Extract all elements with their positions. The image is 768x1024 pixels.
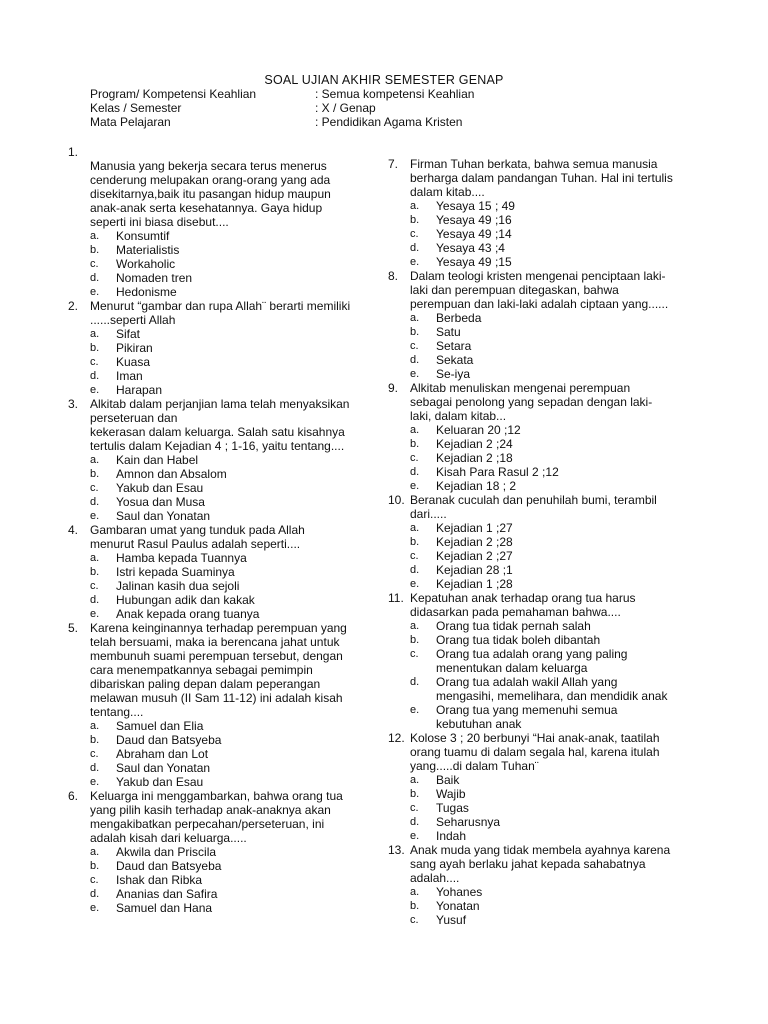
answer-option: [90, 229, 374, 243]
question-text: Kepatuhan anak terhadap orang tua harus didasarkan pada pemahaman bahwa....: [410, 591, 636, 619]
answer-option: [90, 467, 374, 481]
option-text: Saul dan Yonatan: [116, 509, 211, 523]
option-letter: d.: [90, 594, 100, 606]
answer-option: [90, 243, 374, 257]
option-letter: b.: [90, 468, 100, 480]
question-number: 5.: [68, 621, 79, 635]
option-letter: a.: [410, 522, 420, 534]
question-9: [384, 381, 684, 493]
option-letter: a.: [410, 424, 420, 436]
answer-option: [410, 885, 684, 899]
answer-option: [410, 899, 684, 913]
answer-option: [410, 367, 684, 381]
option-letter: c.: [410, 228, 419, 240]
option-letter: e.: [410, 256, 420, 268]
question-number: 8.: [388, 269, 399, 283]
answer-option: [90, 859, 374, 873]
option-text: Yohanes: [436, 885, 483, 899]
answer-option: [90, 845, 374, 859]
answer-option: [90, 271, 374, 285]
question-text: Firman Tuhan berkata, bahwa semua manusia berharga dalam pandangan Tuhan. Hal ini tertulis dalam kitab....: [410, 157, 673, 199]
option-text: Hedonisme: [116, 285, 177, 299]
question-3: [64, 397, 374, 523]
option-text: Daud dan Batsyeba: [116, 859, 222, 873]
option-text: Yusuf: [436, 913, 467, 927]
option-letter: a.: [410, 200, 420, 212]
answer-option: [410, 437, 684, 451]
option-text: Yesaya 15 ; 49: [436, 199, 515, 213]
option-letter: b.: [90, 342, 100, 354]
option-letter: e.: [90, 384, 100, 396]
option-text: Orang tua tidak pernah salah: [436, 619, 591, 633]
option-list: [64, 229, 374, 299]
question-text: Alkitab dalam perjanjian lama telah menyaksikan perseteruan dan kekerasan dalam keluarga. Salah satu kisahnya tertulis dalam Kejadian 4 ; 1-16, yaitu tentang....: [90, 397, 350, 453]
option-text: Iman: [116, 369, 143, 383]
question-text: Dalam teologi kristen mengenai penciptaan laki- laki dan perempuan ditegaskan, bahwa perempuan dan laki-laki adalah ciptaan yang......: [410, 269, 669, 311]
question-11: [384, 591, 684, 731]
option-letter: b.: [90, 860, 100, 872]
option-text: Yakub dan Esau: [116, 775, 204, 789]
question-text: Beranak cuculah dan penuhilah bumi, terambil dari.....: [410, 493, 657, 521]
option-text: Seharusnya: [436, 815, 501, 829]
question-text: Alkitab menuliskan mengenai perempuan sebagai penolong yang sepadan dengan laki- laki, dalam kitab...: [410, 381, 653, 423]
option-text: Workaholic: [116, 257, 176, 271]
question-13: [384, 843, 684, 927]
option-letter: c.: [90, 356, 99, 368]
question-number: 13.: [388, 843, 405, 857]
answer-option: [410, 325, 684, 339]
answer-option: [90, 341, 374, 355]
option-text: Kejadian 2 ;28: [436, 535, 513, 549]
answer-option: [90, 383, 374, 397]
answer-option: [410, 619, 684, 633]
answer-option: [410, 241, 684, 255]
option-text: Berbeda: [436, 311, 482, 325]
question-text: Menurut “gambar dan rupa Allah¨ berarti memiliki ......seperti Allah: [90, 299, 351, 327]
question-number: 9.: [388, 381, 399, 395]
option-letter: a.: [90, 230, 100, 242]
option-text: Sifat: [116, 327, 141, 341]
answer-option: [410, 423, 684, 437]
option-list: [384, 199, 684, 269]
answer-option: [90, 733, 374, 747]
option-letter: b.: [410, 536, 420, 548]
meta-value: : X / Genap: [315, 101, 376, 115]
question-column-right: [384, 157, 684, 927]
option-letter: c.: [90, 482, 99, 494]
answer-option: [90, 495, 374, 509]
option-letter: a.: [410, 620, 420, 632]
option-text: Istri kepada Suaminya: [116, 565, 235, 579]
answer-option: [410, 213, 684, 227]
option-text: Samuel dan Hana: [116, 901, 213, 915]
option-letter: a.: [90, 846, 100, 858]
option-text: Orang tua yang memenuhi semua kebutuhan anak: [436, 703, 618, 731]
option-letter: a.: [90, 328, 100, 340]
answer-option: [410, 563, 684, 577]
answer-option: [90, 551, 374, 565]
option-text: Orang tua adalah wakil Allah yang mengasihi, memelihara, dan mendidik anak: [436, 675, 668, 703]
option-letter: c.: [410, 914, 419, 926]
option-letter: c.: [90, 874, 99, 886]
option-text: Hubungan adik dan kakak: [116, 593, 255, 607]
question-5: [64, 621, 374, 789]
option-text: Pikiran: [116, 341, 153, 355]
answer-option: [90, 453, 374, 467]
option-text: Anak kepada orang tuanya: [116, 607, 260, 621]
answer-option: [90, 775, 374, 789]
option-letter: c.: [90, 580, 99, 592]
question-number: 10.: [388, 493, 405, 507]
option-letter: b.: [410, 788, 420, 800]
option-text: Indah: [436, 829, 467, 843]
option-text: Nomaden tren: [116, 271, 193, 285]
option-letter: a.: [410, 886, 420, 898]
answer-option: [410, 773, 684, 787]
answer-option: [90, 257, 374, 271]
answer-option: [410, 647, 684, 675]
option-text: Konsumtif: [116, 229, 170, 243]
option-list: [384, 773, 684, 843]
answer-option: [410, 535, 684, 549]
answer-option: [410, 311, 684, 325]
option-text: Tugas: [436, 801, 469, 815]
answer-option: [410, 227, 684, 241]
option-text: Orang tua adalah orang yang paling menentukan dalam keluarga: [436, 647, 628, 675]
option-list: [384, 619, 684, 731]
option-letter: e.: [90, 776, 100, 788]
meta-row-subject: [90, 115, 590, 129]
option-text: Yesaya 49 ;14: [436, 227, 512, 241]
option-text: Kejadian 28 ;1: [436, 563, 513, 577]
question-6: [64, 789, 374, 915]
answer-option: [410, 521, 684, 535]
option-letter: b.: [410, 900, 420, 912]
option-text: Amnon dan Absalom: [116, 467, 227, 481]
option-letter: e.: [410, 578, 420, 590]
option-letter: d.: [410, 676, 420, 688]
question-1: [64, 145, 374, 299]
option-letter: d.: [90, 762, 100, 774]
option-text: Sekata: [436, 353, 474, 367]
question-number: 3.: [68, 397, 79, 411]
answer-option: [410, 633, 684, 647]
option-text: Yakub dan Esau: [116, 481, 204, 495]
option-letter: e.: [90, 286, 100, 298]
answer-option: [410, 339, 684, 353]
answer-option: [90, 887, 374, 901]
option-letter: d.: [90, 496, 100, 508]
question-10: [384, 493, 684, 591]
answer-option: [410, 829, 684, 843]
option-text: Ishak dan Ribka: [116, 873, 203, 887]
option-letter: c.: [410, 648, 419, 660]
option-letter: e.: [410, 480, 420, 492]
option-text: Baik: [436, 773, 460, 787]
option-text: Kisah Para Rasul 2 ;12: [436, 465, 559, 479]
option-text: Ananias dan Safira: [116, 887, 218, 901]
option-list: [384, 885, 684, 927]
option-letter: c.: [410, 452, 419, 464]
option-letter: d.: [90, 370, 100, 382]
answer-option: [410, 451, 684, 465]
option-text: Kejadian 2 ;18: [436, 451, 513, 465]
answer-option: [90, 481, 374, 495]
option-letter: e.: [90, 510, 100, 522]
question-text: Kolose 3 ; 20 berbunyi “Hai anak-anak, taatilah orang tuamu di dalam segala hal, karena itulah yang.....di dalam Tuhan¨: [410, 731, 660, 773]
option-text: Abraham dan Lot: [116, 747, 209, 761]
option-letter: d.: [90, 888, 100, 900]
option-list: [384, 521, 684, 591]
option-letter: c.: [90, 258, 99, 270]
answer-option: [90, 593, 374, 607]
answer-option: [90, 285, 374, 299]
answer-option: [90, 719, 374, 733]
option-text: Kejadian 2 ;24: [436, 437, 513, 451]
question-text: Anak muda yang tidak membela ayahnya karena sang ayah berlaku jahat kepada sahabatnya adalah....: [410, 843, 671, 885]
option-letter: d.: [410, 466, 420, 478]
option-text: Satu: [436, 325, 461, 339]
option-list: [384, 311, 684, 381]
answer-option: [410, 465, 684, 479]
answer-option: [410, 703, 684, 731]
answer-option: [410, 255, 684, 269]
answer-option: [90, 607, 374, 621]
option-letter: a.: [410, 774, 420, 786]
option-letter: d.: [410, 354, 420, 366]
question-number: 12.: [388, 731, 405, 745]
question-text: Karena keinginannya terhadap perempuan yang telah bersuami, maka ia berencana jahat untuk membunuh suami perempuan tersebut, dengan cara menempatkannya sebagai pemimpin dibariskan paling depan dalam peperangan melawan musuh (II Sam 11-12) ini adalah kisah tentang....: [90, 621, 347, 719]
option-text: Keluaran 20 ;12: [436, 423, 521, 437]
option-text: Akwila dan Priscila: [116, 845, 217, 859]
answer-option: [410, 913, 684, 927]
option-letter: a.: [90, 552, 100, 564]
option-list: [64, 845, 374, 915]
option-letter: b.: [410, 438, 420, 450]
option-letter: d.: [90, 272, 100, 284]
option-text: Yesaya 43 ;4: [436, 241, 505, 255]
option-text: Materialistis: [116, 243, 180, 257]
meta-row-class: [90, 101, 590, 115]
option-text: Kejadian 18 ; 2: [436, 479, 517, 493]
answer-option: [90, 327, 374, 341]
option-text: Yonatan: [436, 899, 480, 913]
meta-label: Mata Pelajaran: [90, 115, 171, 129]
option-letter: e.: [410, 704, 420, 716]
question-number: 11.: [388, 591, 404, 605]
answer-option: [90, 579, 374, 593]
answer-option: [90, 747, 374, 761]
option-text: Kejadian 1 ;28: [436, 577, 513, 591]
answer-option: [90, 761, 374, 775]
option-text: Hamba kepada Tuannya: [116, 551, 247, 565]
answer-option: [90, 565, 374, 579]
question-number: 2.: [68, 299, 79, 313]
option-text: Yosua dan Musa: [116, 495, 205, 509]
option-text: Jalinan kasih dua sejoli: [116, 579, 240, 593]
option-letter: b.: [410, 634, 420, 646]
answer-option: [90, 509, 374, 523]
meta-value: : Pendidikan Agama Kristen: [315, 115, 463, 129]
option-letter: e.: [90, 902, 100, 914]
option-letter: d.: [410, 564, 420, 576]
option-letter: d.: [410, 816, 420, 828]
option-text: Saul dan Yonatan: [116, 761, 211, 775]
meta-value: : Semua kompetensi Keahlian: [315, 87, 475, 101]
option-list: [64, 551, 374, 621]
option-letter: e.: [410, 830, 420, 842]
option-text: Setara: [436, 339, 472, 353]
answer-option: [410, 787, 684, 801]
answer-option: [410, 675, 684, 703]
exam-title: SOAL UJIAN AKHIR SEMESTER GENAP: [264, 73, 504, 87]
option-list: [64, 327, 374, 397]
option-text: Orang tua tidak boleh dibantah: [436, 633, 601, 647]
answer-option: [90, 355, 374, 369]
answer-option: [410, 577, 684, 591]
option-text: Samuel dan Elia: [116, 719, 204, 733]
option-text: Daud dan Batsyeba: [116, 733, 222, 747]
answer-option: [410, 801, 684, 815]
option-letter: c.: [410, 802, 419, 814]
answer-option: [410, 199, 684, 213]
answer-option: [90, 901, 374, 915]
answer-option: [410, 353, 684, 367]
question-number: 7.: [388, 157, 399, 171]
meta-label: Kelas / Semester: [90, 101, 182, 115]
question-number: 6.: [68, 789, 79, 803]
answer-option: [90, 873, 374, 887]
option-list: [384, 423, 684, 493]
option-letter: b.: [410, 214, 420, 226]
option-letter: e.: [410, 368, 420, 380]
option-letter: c.: [410, 550, 419, 562]
answer-option: [410, 549, 684, 563]
question-12: [384, 731, 684, 843]
option-letter: e.: [90, 608, 100, 620]
option-letter: c.: [410, 340, 419, 352]
question-2: [64, 299, 374, 397]
answer-option: [410, 815, 684, 829]
question-8: [384, 269, 684, 381]
option-letter: d.: [410, 242, 420, 254]
question-text: Keluarga ini menggambarkan, bahwa orang tua yang pilih kasih terhadap anak-anaknya akan mengakibatkan perpecahan/perseteruan, ini adalah kisah dari keluarga.....: [90, 789, 343, 845]
option-letter: a.: [90, 454, 100, 466]
option-text: Wajib: [436, 787, 466, 801]
exam-meta: [90, 87, 590, 129]
answer-option: [410, 479, 684, 493]
question-column-left: [64, 145, 374, 915]
question-4: [64, 523, 374, 621]
answer-option: [90, 369, 374, 383]
option-text: Harapan: [116, 383, 163, 397]
option-text: Kejadian 2 ;27: [436, 549, 513, 563]
option-text: Yesaya 49 ;15: [436, 255, 512, 269]
option-list: [64, 719, 374, 789]
option-letter: a.: [410, 312, 420, 324]
option-letter: a.: [90, 720, 100, 732]
question-text: Gambaran umat yang tunduk pada Allah menurut Rasul Paulus adalah seperti....: [90, 523, 305, 551]
option-text: Kejadian 1 ;27: [436, 521, 513, 535]
option-letter: b.: [410, 326, 420, 338]
question-text: Manusia yang bekerja secara terus menerus cenderung melupakan orang-orang yang ada disekitarnya,baik itu pasangan hidup maupun anak-anak serta kesehatannya. Gaya hidup seperti ini biasa disebut....: [90, 159, 331, 229]
meta-label: Program/ Kompetensi Keahlian: [90, 87, 257, 101]
option-letter: b.: [90, 734, 100, 746]
meta-row-program: [90, 87, 590, 101]
option-text: Se-iya: [436, 367, 471, 381]
option-list: [64, 453, 374, 523]
option-text: Kain dan Habel: [116, 453, 199, 467]
option-text: Yesaya 49 ;16: [436, 213, 512, 227]
question-number: 1.: [68, 145, 79, 159]
option-letter: c.: [90, 748, 99, 760]
question-number: 4.: [68, 523, 79, 537]
option-text: Kuasa: [116, 355, 151, 369]
option-letter: b.: [90, 244, 100, 256]
option-letter: b.: [90, 566, 100, 578]
question-7: [384, 157, 684, 269]
